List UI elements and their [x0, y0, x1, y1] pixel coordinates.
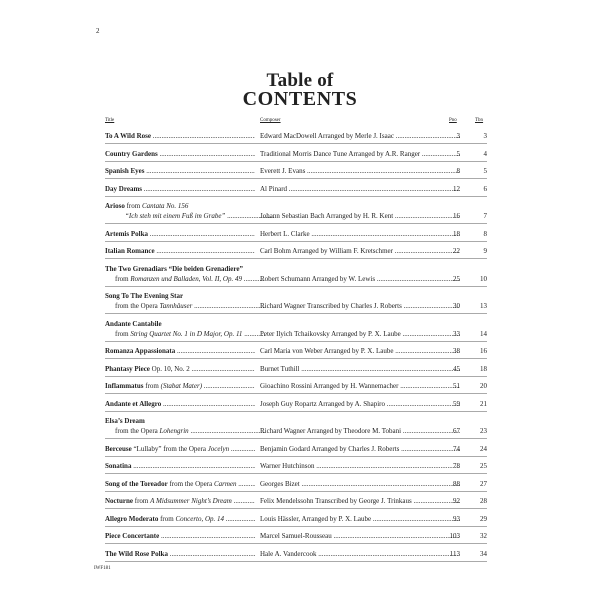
toc-composer: Joseph Guy Ropartz Arranged by A. Shapiro ..... [260, 399, 460, 409]
toc-line [105, 461, 487, 471]
toc-entry [105, 531, 487, 541]
title-part: “Lullaby” from the Opera [131, 444, 208, 453]
title-part: from [115, 274, 131, 283]
toc-title [105, 496, 255, 506]
title-part: String Quartet No. 1 in D Major, Op. 11 [130, 329, 243, 338]
row-divider [105, 258, 487, 259]
toc-tbn: 8 [483, 229, 487, 238]
title-part: Phantasy Piece [105, 364, 150, 373]
toc-tbn: 10 [480, 274, 487, 283]
title-part: Jocelyn [207, 444, 230, 453]
toc-line [105, 399, 487, 409]
toc-composer: Warner Hutchinson ..... [260, 461, 460, 471]
toc-title [105, 461, 255, 471]
title-part: Spanish Eyes [105, 167, 145, 175]
toc-pno: 8 [456, 167, 460, 175]
toc-entry [105, 291, 487, 311]
toc-composer: Everett J. Evans ..... [260, 166, 460, 176]
toc-tbn: 6 [483, 184, 487, 193]
toc-pno: 25 [453, 274, 460, 283]
title-part: The Wild Rose Polka [105, 549, 168, 558]
toc-tbn: 23 [480, 427, 487, 435]
toc-line [105, 291, 487, 301]
toc-tbn: 5 [483, 167, 487, 175]
title-part: Berceuse [105, 444, 132, 453]
toc-composer: Robert Schumann Arranged by W. Lewis ..... [260, 274, 460, 284]
title-part: “Ich steh mit einem Fuß im Grabe” [125, 212, 226, 220]
toc-line [105, 426, 487, 436]
toc-line [105, 301, 487, 311]
toc-title [105, 416, 485, 426]
toc-pno: 22 [453, 247, 460, 255]
title-part: Day Dreams [105, 184, 143, 193]
toc-entry [105, 149, 487, 159]
toc-title [105, 201, 485, 211]
title-part: Carmen [213, 479, 237, 488]
catalog-number: IWF181 [94, 566, 111, 571]
title-part: Tannhäuser [159, 302, 193, 310]
toc-title [105, 444, 255, 454]
title-part: Italian Romance [105, 247, 155, 255]
column-header-tbn: Tbn [475, 118, 484, 123]
title-part: from the Opera [115, 302, 160, 310]
toc-pno: 78 [453, 462, 460, 470]
toc-line [105, 149, 487, 159]
toc-line [105, 166, 487, 176]
toc-pno: 30 [453, 302, 460, 310]
toc-line [105, 479, 487, 489]
row-divider [105, 473, 487, 474]
toc-title [105, 399, 255, 409]
column-header-title: Title [105, 118, 115, 123]
column-header-composer: Composer [260, 118, 281, 123]
toc-line [105, 131, 487, 141]
toc-composer: Richard Wagner Arranged by Theodore M. Tobani ..... [260, 426, 460, 436]
toc-line [105, 531, 487, 541]
toc-entry [105, 444, 487, 454]
title-part: from [115, 329, 131, 338]
toc-title [105, 211, 275, 221]
toc-tbn: 14 [480, 329, 487, 338]
row-divider [105, 508, 487, 509]
toc-line [105, 211, 487, 221]
toc-composer: Herbert L. Clarke ..... [260, 229, 460, 239]
row-divider [105, 178, 487, 179]
toc-pno: 92 [453, 497, 460, 505]
toc-line [105, 549, 487, 559]
toc-line [105, 319, 487, 329]
toc-title [105, 531, 255, 541]
toc-tbn: 13 [480, 302, 487, 310]
row-divider [105, 491, 487, 492]
toc-title [105, 291, 485, 301]
row-divider [105, 543, 487, 544]
row-divider [105, 456, 487, 457]
title-part: Piece Concertante [105, 532, 160, 540]
toc-composer: Marcel Samuel-Rousseau ..... [260, 531, 460, 541]
row-divider [105, 223, 487, 224]
toc-title [105, 364, 255, 374]
title-part: Lohengrin [159, 427, 189, 435]
toc-composer: Carl Bohm Arranged by William F. Kretschmer ..... [260, 246, 460, 256]
toc-tbn: 21 [480, 399, 487, 408]
row-divider [105, 526, 487, 527]
title-part: Romanza Appassionata [105, 347, 176, 355]
title-part: To A Wild Rose [105, 132, 151, 140]
toc-tbn: 9 [483, 247, 487, 255]
title-part: Cantata No. 156 [141, 202, 189, 210]
toc-tbn: 24 [480, 444, 487, 453]
toc-pno: 12 [453, 184, 460, 193]
title-part: The Two Grenadiars “Die beiden Grenadiere” [105, 264, 243, 273]
toc-pno: 67 [453, 427, 460, 435]
toc-title [105, 479, 255, 489]
toc-composer: Johann Sebastian Bach Arranged by H. R. Kent ..... [260, 211, 460, 221]
row-divider [105, 438, 487, 439]
toc-tbn: 20 [480, 382, 487, 390]
title-part: Allegro Moderato [105, 514, 159, 523]
toc-line [105, 274, 487, 284]
row-divider [105, 411, 487, 412]
toc-line [105, 364, 487, 374]
toc-composer: Richard Wagner Transcribed by Charles J. Roberts ..... [260, 301, 460, 311]
toc-entry [105, 201, 487, 221]
toc-composer: Benjamin Godard Arranged by Charles J. Roberts ..... [260, 444, 460, 454]
toc-entry [105, 346, 487, 356]
toc-title [105, 274, 265, 284]
row-divider [105, 161, 487, 162]
toc-pno: 38 [453, 347, 460, 355]
row-divider [105, 341, 487, 342]
toc-composer: Al Pinard ..... [260, 184, 460, 194]
toc-pno: 88 [453, 479, 460, 488]
toc-title [105, 184, 255, 194]
title-part: Andante Cantabile [105, 319, 162, 328]
title-part: from [158, 514, 176, 523]
row-divider [105, 376, 487, 377]
toc-pno: 103 [449, 532, 460, 540]
toc-tbn: 3 [483, 132, 487, 140]
title-part: Andante et Allegro [105, 399, 162, 408]
toc-composer: Edward MacDowell Arranged by Merle J. Isaac ..... [260, 131, 460, 141]
toc-title [105, 149, 255, 159]
title-part: Inflammatus [105, 382, 144, 390]
toc-tbn: 25 [480, 462, 487, 470]
toc-pno: 18 [453, 229, 460, 238]
column-header-pno: Pno [449, 118, 457, 123]
title-part: from the Opera [115, 427, 160, 435]
toc-composer: Carl Maria von Weber Arranged by P. X. Laube ..... [260, 346, 460, 356]
toc-composer: Burnet Tuthill ..... [260, 364, 460, 374]
toc-entry [105, 264, 487, 284]
row-divider [105, 143, 487, 144]
title-part: Romanzen und Balladen, Vol. II, Op. 49 [130, 274, 242, 283]
title-part: Song To The Evening Star [105, 292, 184, 300]
toc-entry [105, 184, 487, 194]
toc-title [105, 229, 255, 239]
toc-line [105, 264, 487, 274]
toc-tbn: 27 [480, 479, 487, 488]
toc-line [105, 329, 487, 339]
title-part: Song of the Toreador [105, 479, 168, 488]
toc-title [105, 346, 255, 356]
page-title-line2: CONTENTS [242, 88, 358, 110]
toc-composer: Hale A. Vandercook ..... [260, 549, 460, 559]
toc-pno: 93 [453, 514, 460, 523]
toc-title [105, 131, 255, 141]
toc-entry [105, 364, 487, 374]
toc-pno: 51 [453, 382, 460, 390]
toc-tbn: 28 [480, 497, 487, 505]
toc-pno: 74 [453, 444, 460, 453]
toc-tbn: 29 [480, 514, 487, 523]
toc-entry [105, 131, 487, 141]
toc-entry [105, 399, 487, 409]
row-divider [105, 358, 487, 359]
toc-tbn: 4 [483, 149, 487, 158]
title-part: Sonatina [105, 462, 132, 470]
toc-line [105, 201, 487, 211]
toc-composer: Peter Ilyich Tchaikovsky Arranged by P. X. Laube ..... [260, 329, 460, 339]
toc-entry [105, 479, 487, 489]
title-part: Country Gardens [105, 149, 158, 158]
toc-line [105, 514, 487, 524]
toc-title [105, 514, 255, 524]
toc-tbn: 16 [480, 347, 487, 355]
row-divider [105, 241, 487, 242]
toc-title [105, 319, 485, 329]
toc-title [105, 329, 265, 339]
toc-pno: 33 [453, 329, 460, 338]
toc-line [105, 229, 487, 239]
title-part: Op. 10, No. 2 [149, 364, 190, 373]
toc-title [105, 264, 485, 274]
toc-composer: Traditional Morris Dance Tune Arranged by A.R. Ranger ..... [260, 149, 460, 159]
toc-title [105, 549, 255, 559]
title-part: Concerto, Op. 14 [175, 514, 225, 523]
toc-entry [105, 319, 487, 339]
title-part: from the Opera [167, 479, 214, 488]
toc-composer: Louis Hässler, Arranged by P. X. Laube ..... [260, 514, 460, 524]
title-part: A Midsummer Night’s Dream [150, 497, 232, 505]
toc-title [105, 246, 255, 256]
row-divider [105, 196, 487, 197]
title-part: from [124, 202, 142, 210]
toc-tbn: 32 [480, 532, 487, 540]
toc-entry [105, 461, 487, 471]
toc-tbn: 7 [483, 212, 487, 220]
title-part: Nocturne [105, 497, 133, 505]
toc-line [105, 496, 487, 506]
toc-line [105, 346, 487, 356]
toc-pno: 59 [453, 399, 460, 408]
row-divider [105, 561, 487, 562]
toc-entry [105, 416, 487, 436]
toc-pno: 113 [449, 549, 460, 558]
toc-line [105, 381, 487, 391]
toc-line [105, 246, 487, 256]
row-divider [105, 313, 487, 314]
row-divider [105, 393, 487, 394]
title-part: Arioso [105, 202, 125, 210]
toc-pno: 16 [453, 212, 460, 220]
toc-title [105, 381, 255, 391]
toc-pno: 45 [453, 364, 460, 373]
toc-pno: 5 [456, 149, 460, 158]
toc-composer: Georges Bizet ..... [260, 479, 460, 489]
toc-composer: Felix Mendelssohn Transcribed by George J. Trinkaus ..... [260, 496, 460, 506]
toc-tbn: 34 [480, 549, 487, 558]
toc-title [105, 166, 255, 176]
toc-tbn: 18 [480, 364, 487, 373]
title-part: from [143, 382, 161, 390]
toc-composer: Gioachino Rossini Arranged by H. Wannemacher ..... [260, 381, 460, 391]
toc-entry [105, 514, 487, 524]
toc-entry [105, 166, 487, 176]
title-part: Elsa’s Dream [105, 417, 145, 425]
toc-pno: 3 [456, 132, 460, 140]
toc-entry [105, 381, 487, 391]
toc-entry [105, 246, 487, 256]
toc-title [105, 301, 265, 311]
page-title-line1: Table of [266, 70, 334, 91]
toc-entry [105, 496, 487, 506]
row-divider [105, 286, 487, 287]
toc-line [105, 416, 487, 426]
title-part: (Stabat Mater) [160, 382, 203, 390]
toc-line [105, 444, 487, 454]
title-part: Artemis Polka [105, 229, 148, 238]
page-number: 2 [96, 27, 100, 35]
toc-title [105, 426, 265, 436]
title-part: from [133, 497, 151, 505]
toc-entry [105, 549, 487, 559]
toc-entry [105, 229, 487, 239]
toc-line [105, 184, 487, 194]
